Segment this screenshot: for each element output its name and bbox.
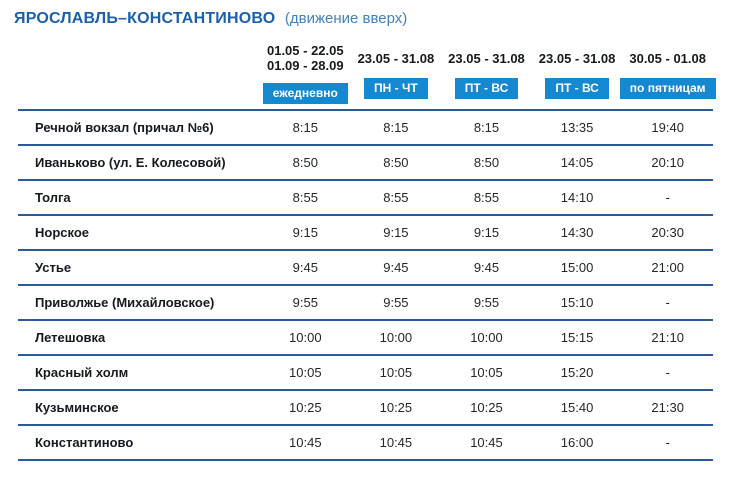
table-row bbox=[18, 251, 713, 286]
stop-name: Константиново bbox=[35, 435, 134, 450]
departure-time: 10:00 bbox=[470, 330, 503, 345]
departure-time: 9:55 bbox=[292, 295, 318, 310]
date-range-line: 23.05 - 31.08 bbox=[357, 50, 435, 66]
schedule-column-header-1 bbox=[260, 41, 351, 104]
table-row bbox=[18, 321, 713, 356]
departure-time: 15:40 bbox=[560, 400, 594, 415]
departure-time: 14:10 bbox=[560, 190, 594, 205]
departure-time: 9:55 bbox=[383, 295, 409, 310]
departure-time: 10:45 bbox=[289, 435, 322, 450]
departure-time: 9:15 bbox=[383, 225, 409, 240]
departure-time: 10:05 bbox=[379, 365, 413, 380]
departure-time: 9:55 bbox=[473, 295, 500, 310]
date-range bbox=[539, 41, 616, 75]
stop-name: Норское bbox=[35, 225, 90, 240]
departure-time: 10:25 bbox=[470, 400, 503, 415]
departure-time: 10:00 bbox=[379, 330, 413, 345]
table-row bbox=[18, 181, 713, 216]
departure-time: 20:30 bbox=[651, 225, 684, 240]
departure-time: 14:30 bbox=[560, 225, 594, 240]
stop-name: Кузьминское bbox=[35, 400, 119, 415]
date-range-line: 30.05 - 01.08 bbox=[629, 50, 706, 66]
departure-time: 9:45 bbox=[292, 260, 318, 275]
date-range bbox=[358, 41, 435, 75]
departure-time: 15:00 bbox=[560, 260, 594, 275]
schedule-column-header-3 bbox=[441, 41, 532, 99]
departure-time: 10:25 bbox=[289, 400, 322, 415]
page-header bbox=[0, 0, 740, 28]
departure-time: 8:55 bbox=[383, 190, 409, 205]
page-title: ЯРОСЛАВЛЬ–КОНСТАНТИНОВО bbox=[14, 10, 276, 27]
departure-time: 8:15 bbox=[473, 120, 500, 135]
departure-time: 14:05 bbox=[560, 155, 594, 170]
departure-time: 10:45 bbox=[470, 435, 503, 450]
date-range bbox=[448, 41, 525, 75]
days-badge: ПТ - ВС bbox=[455, 78, 519, 99]
departure-time: - bbox=[665, 435, 670, 450]
date-range-line: 01.05 - 22.05 bbox=[266, 43, 344, 58]
departure-time: 20:10 bbox=[651, 155, 684, 170]
departure-time: 8:15 bbox=[383, 120, 409, 135]
table-row bbox=[18, 111, 713, 146]
departure-time: 9:15 bbox=[292, 225, 318, 240]
table-row bbox=[18, 426, 713, 461]
departure-time: 8:50 bbox=[473, 155, 500, 170]
departure-time: 8:50 bbox=[383, 155, 409, 170]
departure-time: 15:15 bbox=[560, 330, 594, 345]
date-range-line: 01.09 - 28.09 bbox=[266, 58, 344, 73]
date-range-line: 23.05 - 31.08 bbox=[448, 50, 525, 66]
departure-time: 10:25 bbox=[379, 400, 413, 415]
departure-time: 13:35 bbox=[560, 120, 594, 135]
table-row bbox=[18, 216, 713, 251]
departure-time: 9:45 bbox=[473, 260, 500, 275]
departure-time: 8:55 bbox=[473, 190, 500, 205]
schedule-column-header-2 bbox=[351, 41, 442, 99]
date-range bbox=[629, 41, 706, 75]
departure-time: 9:15 bbox=[473, 225, 500, 240]
days-badge: ПТ - ВС bbox=[545, 78, 609, 99]
departure-time: 10:05 bbox=[289, 365, 322, 380]
departure-time: 15:20 bbox=[560, 365, 594, 380]
stop-name: Приволжье (Михайловское) bbox=[35, 295, 215, 310]
route-direction-label: (движение вверх) bbox=[284, 10, 408, 27]
days-badge: ежедневно bbox=[263, 83, 348, 104]
departure-time: 15:10 bbox=[560, 295, 594, 310]
departure-time: 8:15 bbox=[292, 120, 318, 135]
schedule-table-header bbox=[18, 41, 713, 111]
departure-time: 21:10 bbox=[651, 330, 684, 345]
departure-time: 8:55 bbox=[292, 190, 318, 205]
schedule-column-header-4 bbox=[532, 41, 623, 99]
departure-time: 21:00 bbox=[651, 260, 684, 275]
schedule-table bbox=[18, 41, 713, 461]
departure-time: 9:45 bbox=[383, 260, 409, 275]
departure-time: 19:40 bbox=[651, 120, 684, 135]
departure-time: 8:50 bbox=[292, 155, 318, 170]
date-range-line: 23.05 - 31.08 bbox=[538, 50, 616, 66]
table-row bbox=[18, 146, 713, 181]
schedule-column-header-5 bbox=[622, 41, 713, 99]
stop-name: Летешовка bbox=[35, 330, 106, 345]
departure-time: 10:45 bbox=[379, 435, 413, 450]
stop-name: Толга bbox=[35, 190, 71, 205]
stop-name: Речной вокзал (причал №6) bbox=[35, 120, 214, 135]
stop-name: Красный холм bbox=[35, 365, 129, 380]
stop-name: Устье bbox=[35, 260, 72, 275]
stop-name: Иваньково (ул. Е. Колесовой) bbox=[35, 155, 226, 170]
date-range bbox=[267, 41, 344, 75]
departure-time: - bbox=[665, 295, 670, 310]
table-row bbox=[18, 391, 713, 426]
departure-time: - bbox=[665, 365, 670, 380]
days-badge: по пятницам bbox=[620, 78, 716, 99]
departure-time: 10:00 bbox=[289, 330, 322, 345]
table-row bbox=[18, 356, 713, 391]
departure-time: 16:00 bbox=[560, 435, 594, 450]
departure-time: - bbox=[665, 190, 670, 205]
departure-time: 10:05 bbox=[470, 365, 503, 380]
departure-time: 21:30 bbox=[651, 400, 684, 415]
table-row bbox=[18, 286, 713, 321]
days-badge: ПН - ЧТ bbox=[364, 78, 428, 99]
